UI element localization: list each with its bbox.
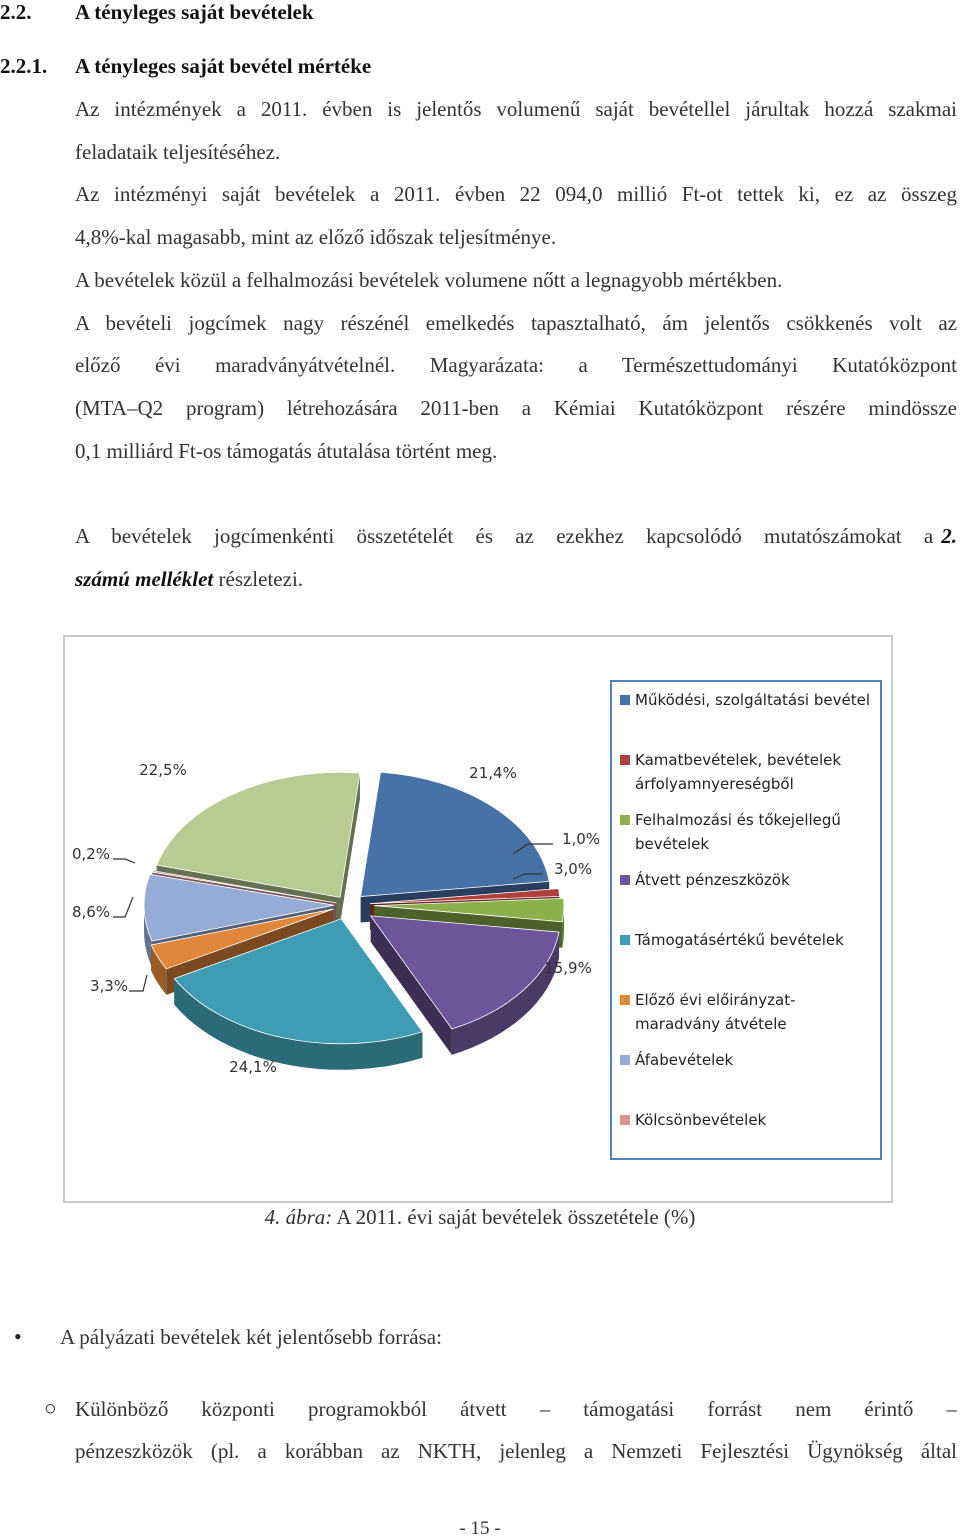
paragraph-text: A bevételek jogcímenkénti összetételét és az ezekhez kapcsolódó mutatószámokat a	[75, 524, 934, 548]
appendix-ref-number: 2.	[941, 524, 957, 548]
legend-item	[620, 928, 870, 952]
caption-text: A 2011. évi saját bevételek összetétele (%)	[336, 1205, 696, 1229]
heading-number: 2.2.	[0, 0, 32, 24]
label-leader-line	[113, 859, 135, 863]
bullet-symbol: •	[14, 1324, 22, 1349]
paragraph-line: A bevételi jogcímek nagy részénél emelkedés tapasztalható, ám jelentős csökkenés volt az	[75, 311, 957, 335]
paragraph-line: feladataik teljesítéséhez.	[75, 140, 281, 164]
legend-label: Felhalmozási és tőkejellegű bevételek	[635, 811, 841, 853]
page-number: - 15 -	[459, 1518, 501, 1539]
pie-data-label: 15,9%	[544, 959, 592, 977]
paragraph-line: Az intézményi saját bevételek a 2011. évben 22 094,0 millió Ft-ot tettek ki, ez az összeg	[75, 182, 957, 206]
pie-data-label: 21,4%	[469, 764, 517, 782]
legend-label: Kamatbevételek, bevételek árfolyamnyereségből	[635, 751, 842, 793]
chart-legend	[610, 680, 882, 1160]
paragraph-line: (MTA–Q2 program) létrehozására 2011-ben a Kémiai Kutatóközpont részére mindössze	[75, 396, 957, 420]
bullet-text: A pályázati bevételek két jelentősebb forrása:	[60, 1325, 442, 1349]
pie-data-label: 0,2%	[71, 845, 111, 863]
caption-prefix: 4. ábra:	[264, 1205, 333, 1229]
appendix-ref: számú melléklet	[75, 567, 214, 591]
pie-data-label: 24,1%	[229, 1058, 277, 1076]
pie-data-label: 3,0%	[553, 860, 593, 878]
label-leader-line	[129, 975, 147, 991]
pie-chart	[63, 635, 608, 1203]
section-heading: A tényleges saját bevételek	[75, 0, 314, 24]
pie-data-label: 8,6%	[71, 903, 111, 921]
subheading-number: 2.2.1.	[0, 54, 48, 78]
legend-label: Átvett pénzeszközök	[635, 871, 790, 889]
legend-swatch	[620, 815, 630, 825]
pie-data-label: 1,0%	[561, 830, 601, 848]
figure-caption	[0, 1205, 960, 1230]
paragraph-line	[75, 567, 957, 592]
legend-swatch	[620, 695, 630, 705]
legend-label: Támogatásértékű bevételek	[635, 931, 844, 949]
pie-data-label: 22,5%	[139, 761, 187, 779]
label-leader-line	[113, 897, 133, 917]
legend-item	[620, 688, 870, 712]
sub-bullet-line: pénzeszközök (pl. a korábban az NKTH, jelenleg a Nemzeti Fejlesztési Ügynökség által	[75, 1439, 957, 1463]
legend-label: Áfabevételek	[635, 1051, 734, 1069]
legend-item	[620, 1048, 870, 1072]
legend-swatch	[620, 1055, 630, 1065]
legend-item	[620, 748, 870, 796]
legend-swatch	[620, 755, 630, 765]
paragraph-line: Az intézmények a 2011. évben is jelentős volumenű saját bevétellel járultak hozzá szakmai	[75, 97, 957, 121]
legend-item	[620, 1108, 870, 1132]
sub-bullet-line: Különböző központi programokból átvett – támogatási forrást nem érintő –	[75, 1397, 957, 1421]
legend-label: Előző évi előirányzat-maradvány átvétele	[635, 991, 796, 1033]
subsection-heading: A tényleges saját bevétel mértéke	[75, 54, 372, 78]
legend-swatch	[620, 875, 630, 885]
paragraph-line: előző évi maradványátvételnél. Magyarázata: a Természettudományi Kutatóközpont	[75, 353, 957, 377]
paragraph-line: 0,1 milliárd Ft-os támogatás átutalása történt meg.	[75, 439, 498, 463]
pie-slices	[144, 772, 564, 1070]
legend-swatch	[620, 1115, 630, 1125]
legend-swatch	[620, 935, 630, 945]
legend-label: Működési, szolgáltatási bevétel	[635, 691, 870, 709]
legend-item	[620, 868, 870, 892]
paragraph-line: A bevételek közül a felhalmozási bevételek volumene nőtt a legnagyobb mértékben.	[75, 268, 783, 292]
paragraph-line: 4,8%-kal magasabb, mint az előző időszak teljesítménye.	[75, 225, 557, 249]
legend-swatch	[620, 995, 630, 1005]
paragraph-line	[75, 524, 957, 549]
sub-bullet-symbol: ○	[44, 1396, 57, 1420]
pie-data-label: 3,3%	[89, 977, 129, 995]
pie-slice	[361, 772, 550, 896]
legend-item	[620, 808, 870, 856]
legend-item	[620, 988, 870, 1036]
legend-label: Kölcsönbevételek	[635, 1111, 767, 1129]
paragraph-text: részletezi.	[218, 567, 304, 591]
